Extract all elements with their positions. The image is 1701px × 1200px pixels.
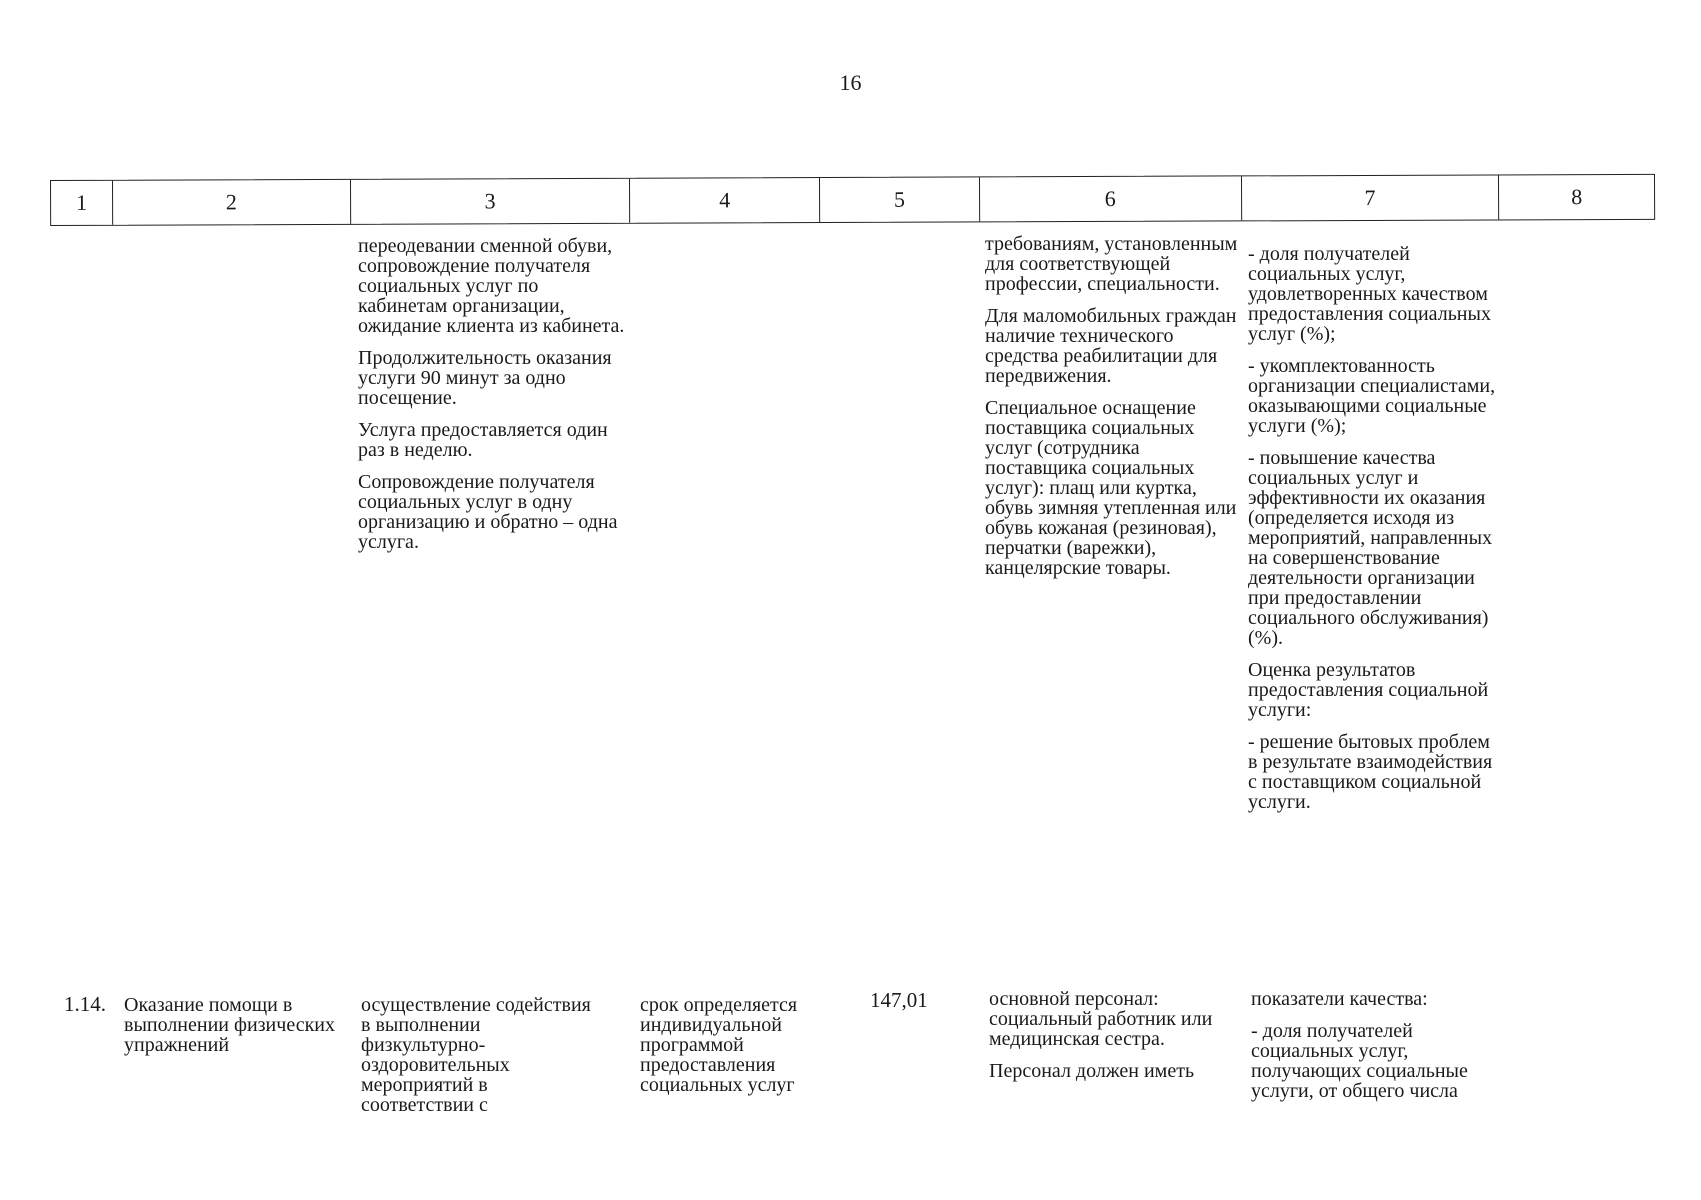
header-cell-8: 8 [1571,184,1583,210]
row-1-14-col6 [989,989,1234,1093]
continuation-col7 [1248,244,1500,824]
cont-col3-para: Продолжительность оказания услуги 90 минут за одно посещение. [358,347,612,409]
cont-col3-para: Сопровождение получателя социальных услуг в одну организацию и обратно – одна услуга. [358,471,618,553]
continuation-col3 [358,236,628,564]
cont-col7-para: - решение бытовых проблем в результате взаимодействия с поставщиком социальной услуги. [1248,731,1493,813]
row-1-14-col7 [1251,989,1496,1113]
page-number: 16 [839,70,862,95]
header-cell-6: 6 [980,176,1242,221]
row-1-14-col7-para: показатели качества: [1251,988,1428,1010]
row-1-14-col6-para: основной персонал: социальный работник или медицинская сестра. [989,988,1213,1050]
cont-col7-para: Оценка результатов предоставления социальной услуги: [1248,659,1489,721]
continuation-col6 [985,234,1243,590]
header-cell-4: 4 [630,178,820,223]
row-1-14-col3: осуществление содействия в выполнении физкультурно-оздоровительных мероприятий в соответствии с [361,994,591,1116]
cont-col6-para: требованиям, установленным для соответствующей профессии, специальности. [985,233,1238,295]
table-header-row [50,174,1655,226]
cont-col3-para: переодевании сменной обуви, сопровождение получателя социальных услуг по кабинетам организации, ожидание клиента из кабинета. [358,235,625,337]
header-cell-3: 3 [351,179,631,224]
header-cell-1: 1 [51,181,113,225]
header-cell-2: 2 [113,180,351,225]
cont-col7-para: - повышение качества социальных услуг и эффективности их оказания (определяется исходя из мероприятий, направленных на совершенствование деятельности организации при предоставлении социального обслуживания) (%). [1248,447,1493,649]
row-1-14-col7-para: - доля получателей социальных услуг, получающих социальные услуги, от общего числа [1251,1020,1468,1102]
cont-col6-para: Специальное оснащение поставщика социальных услуг (сотрудника поставщика социальных услуг): плащ или куртка, обувь зимняя утепленная или обувь кожаная (резиновая), перчатки (варежки), канцелярские товары. [985,397,1237,579]
row-number: 1.14. [64,992,106,1016]
cont-col7-para: - укомплектованность организации специалистами, оказывающими социальные услуги (%); [1248,355,1496,437]
row-1-14-col4: срок определяется индивидуальной программой предоставления социальных услуг [640,994,798,1096]
cont-col3-para: Услуга предоставляется один раз в неделю. [358,419,608,461]
row-1-14-col2: Оказание помощи в выполнении физических упражнений [124,994,335,1056]
row-1-14-col5-price: 147,01 [870,988,928,1012]
cont-col7-para: - доля получателей социальных услуг, удовлетворенных качеством предоставления социальных услуг (%); [1248,243,1491,345]
row-1-14-col6-para: Персонал должен иметь [989,1060,1195,1082]
header-cell-7: 7 [1242,175,1500,220]
header-cell-5: 5 [820,177,980,222]
cont-col6-para: Для маломобильных граждан наличие технического средства реабилитации для передвижения. [985,305,1237,387]
